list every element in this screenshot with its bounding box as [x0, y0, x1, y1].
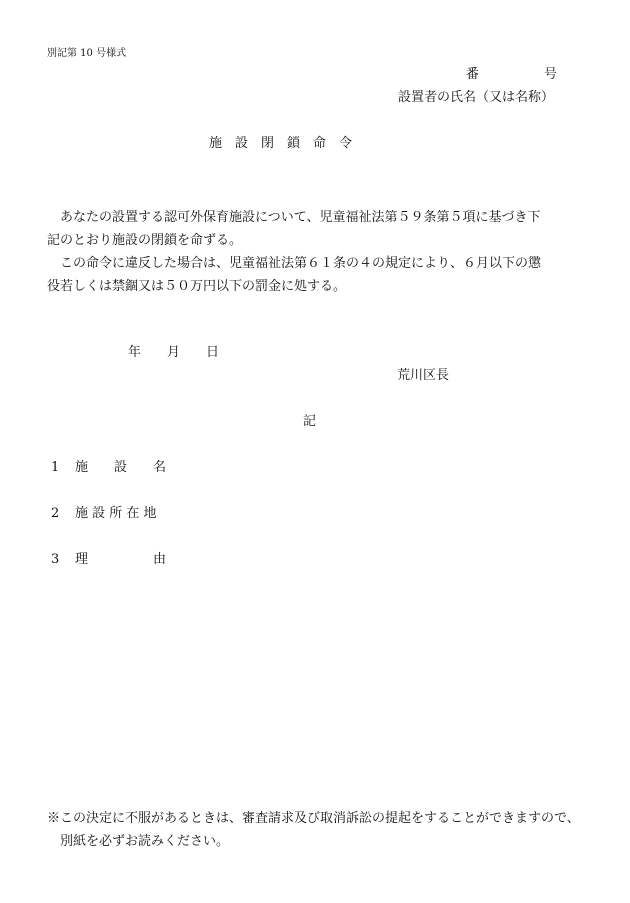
paragraph-1: [47, 206, 540, 252]
installer-label: 設置者の氏名（又は名称）: [398, 90, 555, 105]
paragraph-2-line-2: 役若しくは禁錮又は５０万円以下の罰金に処する。: [47, 279, 347, 294]
note-line-2: 別紙を必ずお読みください。: [47, 834, 230, 849]
form-label: 別記第 10 号様式: [47, 48, 127, 59]
document-title: 施 設 閉 鎖 命 令: [209, 136, 353, 151]
paragraph-2-line-1: この命令に違反した場合は、児童福祉法第６１条の４の規定により、６月以下の懲: [47, 256, 542, 271]
item-1-number: 1: [51, 460, 60, 475]
note: [47, 807, 580, 853]
note-line-1: ※この決定に不服があるときは、審査請求及び取消訴訟の提起をすることができますので、: [47, 811, 580, 826]
paragraph-2: [47, 252, 541, 298]
item-2-label: 施 設 所 在 地: [75, 506, 157, 521]
date-line: 年 月 日: [128, 345, 220, 360]
paragraph-1-line-1: あなたの設置する認可外保育施設について、児童福祉法第５９条第５項に基づき下: [47, 210, 541, 225]
item-3-number: 3: [51, 552, 60, 567]
paragraph-1-line-2: 記のとおり施設の閉鎖を命ずる。: [47, 233, 243, 248]
item-1-label: 施 設 名: [75, 460, 167, 475]
item-2-number: 2: [51, 506, 60, 521]
item-3-label: 理 由: [75, 552, 167, 567]
issuer: 荒川区長: [397, 368, 450, 383]
ki-heading: 記: [303, 414, 317, 429]
number-label: 番 号: [466, 67, 558, 82]
